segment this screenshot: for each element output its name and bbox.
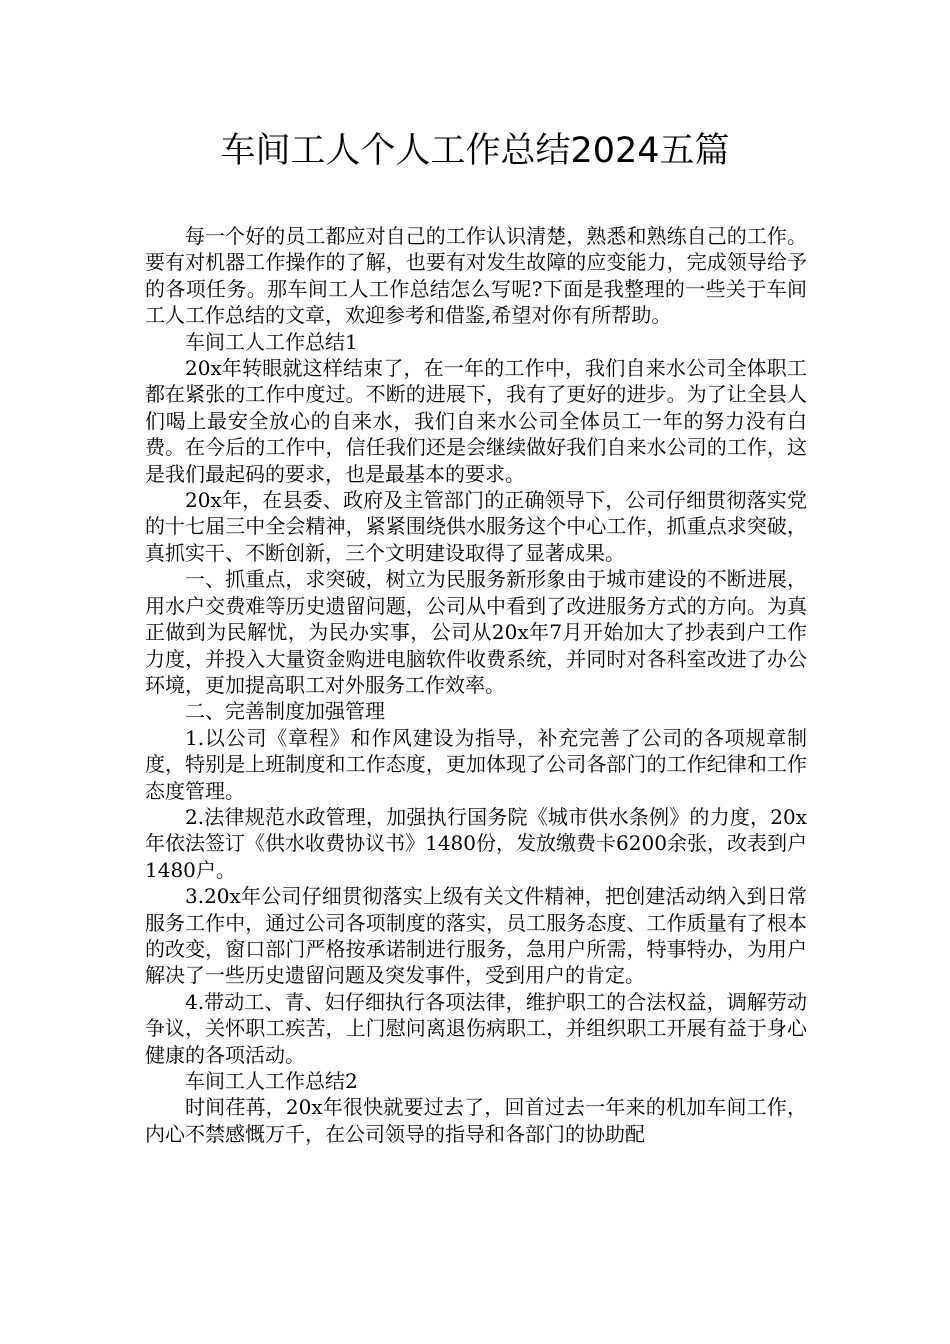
list-item-paragraph: 3.20x年公司仔细贯彻落实上级有关文件精神，把创建活动纳入到日常服务工作中，通过公司各项制度的落实，员工服务态度、工作质量有了根本的改变，窗口部门严格按承诺制进行服务，急用户所需，特事特办，为用户解决了一些历史遗留问题及突发事件，受到用户的肯定。 [145, 884, 807, 988]
body-paragraph: 20x年，在县委、政府及主管部门的正确领导下，公司仔细贯彻落实党的十七届三中全会精神，紧紧围绕供水服务这个中心工作，抓重点求突破，真抓实干、不断创新，三个文明建设取得了显著成果。 [145, 488, 807, 565]
document-title: 车间工人个人工作总结2024五篇 [220, 131, 730, 171]
list-item-paragraph: 2.法律规范水政管理，加强执行国务院《城市供水条例》的力度，20x年依法签订《供水收费协议书》1480份，发放缴费卡6200余张，改表到户1480户。 [145, 804, 807, 882]
body-paragraph: 20x年转眼就这样结束了，在一年的工作中，我们自来水公司全体职工都在紧张的工作中度过。不断的进展下，我有了更好的进步。为了让全县人们喝上最安全放心的自来水，我们自来水公司全体员工一年的努力没有白费。在今后的工作中，信任我们还是会继续做好我们自来水公司的工作，这是我们最起码的要求，也是最基本的要求。 [145, 356, 807, 486]
list-item-paragraph: 1.以公司《章程》和作风建设为指导，补充完善了公司的各项规章制度，特别是上班制度和工作态度，更加体现了公司各部门的工作纪律和工作态度管理。 [145, 725, 807, 803]
section-heading-management: 二、完善制度加强管理 [185, 699, 385, 724]
intro-paragraph: 每一个好的员工都应对自己的工作认识清楚，熟悉和熟练自己的工作。要有对机器工作操作的了解，也要有对发生故障的应变能力，完成领导给予的各项任务。那车间工人工作总结怎么写呢?下面是我整理的一些关于车间工人工作总结的文章，欢迎参考和借鉴,希望对你有所帮助。 [145, 224, 807, 328]
section-heading-summary-1: 车间工人工作总结1 [185, 329, 358, 354]
list-item-paragraph: 4.带动工、青、妇仔细执行各项法律，维护职工的合法权益，调解劳动争议，关怀职工疾苦，上门慰问离退伤病职工，并组织职工开展有益于身心健康的各项活动。 [145, 989, 807, 1067]
body-paragraph: 时间荏苒，20x年很快就要过去了，回首过去一年来的机加车间工作，内心不禁感慨万千，在公司领导的指导和各部门的协助配 [145, 1095, 807, 1146]
body-paragraph: 一、抓重点，求突破，树立为民服务新形象由于城市建设的不断进展，用水户交费难等历史遗留问题，公司从中看到了改进服务方式的方向。为真正做到为民解忧，为民办实事，公司从20x年7月开始加大了抄表到户工作力度，并投入大量资金购进电脑软件收费系统，并同时对各科室改进了办公环境，更加提高职工对外服务工作效率。 [145, 567, 807, 697]
section-heading-summary-2: 车间工人工作总结2 [185, 1069, 358, 1093]
document-body [145, 223, 807, 1147]
